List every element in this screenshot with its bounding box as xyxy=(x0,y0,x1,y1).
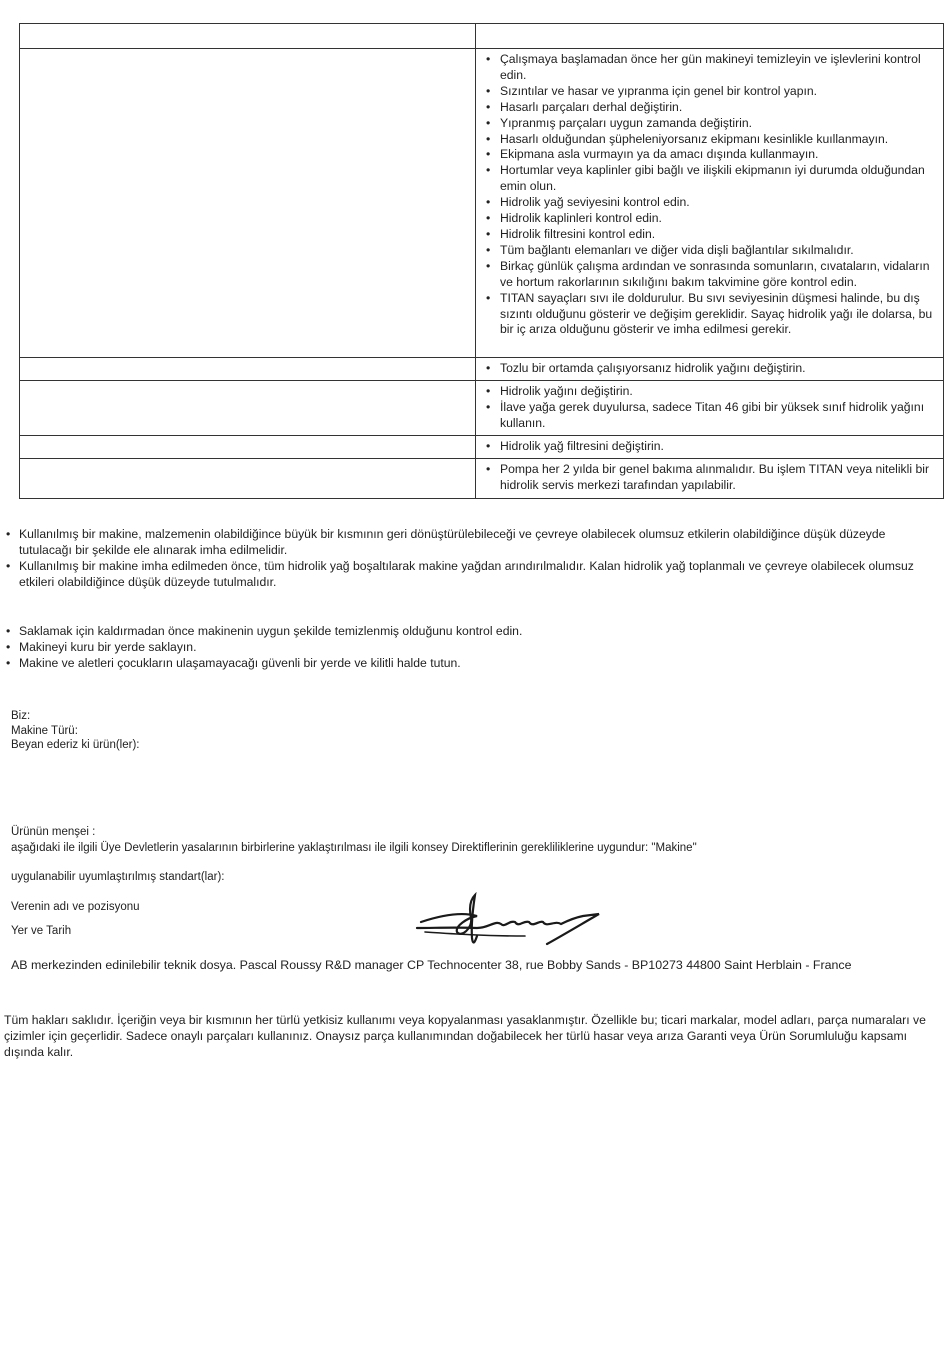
maintenance-task-item: • Tozlu bir ortamda çalışıyorsanız hidrolik yağını değiştirin. xyxy=(484,361,939,377)
storage-item: • Saklamak için kaldırmadan önce makinenin uygun şekilde temizlenmiş olduğunu kontrol edin. xyxy=(6,624,941,640)
technical-file-text: AB merkezinden edinilebilir teknik dosya. Pascal Roussy R&D manager CP Technocenter 38, rue Bobby Sands - BP10273 44800 Saint Herblain - France xyxy=(11,958,852,972)
maintenance-row xyxy=(20,459,944,499)
maintenance-task-item: • Yıpranmış parçaları uygun zamanda değiştirin. xyxy=(484,116,939,132)
maintenance-task-item: • Tüm bağlantı elemanları ve diğer vida dişli bağlantılar sıkılmalıdır. xyxy=(484,243,939,259)
maintenance-interval-cell xyxy=(20,381,476,436)
declaration-standards-label: uygulanabilir uyumlaştırılmış standart(lar): xyxy=(11,871,225,883)
maintenance-task-item: • TITAN sayaçları sıvı ile doldurulur. Bu sıvı seviyesinin düşmesi halinde, bu dış sızıntı olduğunu gösterir ve değişim gereklidir. Sayaç hidrolik yağı ile dolarsa, bu bir iç arıza olduğunu gösterir ve imha edilmesi gerekir. xyxy=(484,291,939,339)
maintenance-task-list xyxy=(484,462,939,494)
copyright-footer: Tüm hakları saklıdır. İçeriğin veya bir kısmının her türlü yetkisiz kullanımı veya kopyalanması yasaklanmıştır. Özellikle bu; ticari markalar, model adları, parça numaraları ve çizimler için geçerlidir. Sadece onaylı parçaları kullanınız. Onaysız parça kullanımından doğabilecek her türlü hasar veya arıza Garanti veya Ürün Sorumluluğu kapsamı dışında kalır. xyxy=(4,1013,926,1059)
declaration-machine-type-label: Makine Türü: xyxy=(11,725,78,737)
maintenance-task-item: • Hasarlı parçaları derhal değiştirin. xyxy=(484,100,939,116)
maintenance-task-item: • Hidrolik yağ seviyesini kontrol edin. xyxy=(484,195,939,211)
maintenance-task-item: • Birkaç günlük çalışma ardından ve sonrasında somunların, cıvataların, vidaların ve hortum rakorlarının sıkılığını bakım takvimine göre kontrol edin. xyxy=(484,259,939,291)
declaration-we-label: Biz: xyxy=(11,710,31,722)
disposal-list xyxy=(6,527,941,591)
maintenance-task-item: • Hasarlı olduğundan şüpheleniyorsanız ekipmanı kesinlikle kuıllanmayın. xyxy=(484,132,939,148)
maintenance-table xyxy=(19,23,944,499)
declaration-declare-label: Beyan ederiz ki ürün(ler): xyxy=(11,739,140,751)
maintenance-interval-cell xyxy=(20,459,476,499)
declaration-origin-label: Ürünün menşei : xyxy=(11,826,96,838)
maintenance-task-item: • Hidrolik filtresini kontrol edin. xyxy=(484,227,939,243)
maintenance-task-item: • Pompa her 2 yılda bir genel bakıma alınmalıdır. Bu işlem TITAN veya nitelikli bir hidrolik servis merkezi tarafından yapılabilir. xyxy=(484,462,939,494)
maintenance-task-item: • Çalışmaya başlamadan önce her gün makineyi temizleyin ve işlevlerini kontrol edin. xyxy=(484,52,939,84)
disposal-section xyxy=(6,527,941,591)
declaration-place-date-label: Yer ve Tarih xyxy=(11,925,72,937)
maintenance-row xyxy=(20,436,944,459)
maintenance-interval-cell xyxy=(20,49,476,358)
disposal-item: • Kullanılmış bir makine, malzemenin olabildiğince büyük bir kısmının geri dönüştürülebileceği ve çevreye olabilecek olumsuz etkilerin olabildiğince düşük düzeyde tutulacağı bir şekilde ele alınarak imha edilmelidir. xyxy=(6,527,941,559)
maintenance-tasks-cell xyxy=(476,381,944,436)
maintenance-interval-cell xyxy=(20,24,476,49)
maintenance-task-list xyxy=(484,384,939,432)
maintenance-task-list xyxy=(484,361,939,377)
maintenance-task-item: • Hidrolik yağ filtresini değiştirin. xyxy=(484,439,939,455)
maintenance-tasks-cell xyxy=(476,436,944,459)
maintenance-task-list xyxy=(484,439,939,455)
maintenance-tasks-cell xyxy=(476,24,944,49)
maintenance-task-item: • Hidrolik yağını değiştirin. xyxy=(484,384,939,400)
maintenance-task-item: • Sızıntılar ve hasar ve yıpranma için genel bir kontrol yapın. xyxy=(484,84,939,100)
maintenance-row xyxy=(20,49,944,358)
maintenance-task-list xyxy=(484,52,939,338)
handwritten-signature xyxy=(415,892,605,952)
maintenance-interval-cell xyxy=(20,436,476,459)
maintenance-tasks-cell xyxy=(476,459,944,499)
declaration-directive-text: aşağıdaki ile ilgili Üye Devletlerin yasalarının birbirlerine yaklaştırılması ile ilgili konsey Direktiflerinin gerekliliklerine uygundur: "Makine" xyxy=(11,842,697,854)
maintenance-task-item: • Ekipmana asla vurmayın ya da amacı dışında kullanmayın. xyxy=(484,147,939,163)
storage-item: • Makineyi kuru bir yerde saklayın. xyxy=(6,640,941,656)
storage-list xyxy=(6,624,941,672)
maintenance-task-item: • İlave yağa gerek duyulursa, sadece Titan 46 gibi bir yüksek sınıf hidrolik yağını kullanın. xyxy=(484,400,939,432)
maintenance-row xyxy=(20,24,944,49)
maintenance-tasks-cell xyxy=(476,49,944,358)
storage-section xyxy=(6,624,941,672)
storage-item: • Makine ve aletleri çocukların ulaşamayacağı güvenli bir yerde ve kilitli halde tutun. xyxy=(6,656,941,672)
maintenance-interval-cell xyxy=(20,358,476,381)
maintenance-task-item: • Hidrolik kaplinleri kontrol edin. xyxy=(484,211,939,227)
disposal-item: • Kullanılmış bir makine imha edilmeden önce, tüm hidrolik yağ boşaltılarak makine yağdan arındırılmalıdır. Kalan hidrolik yağ toplanmalı ve çevreye olabilecek olumsuz etkileri olabildiğince düşük düzeyde tutulmalıdır. xyxy=(6,559,941,591)
maintenance-tasks-cell xyxy=(476,358,944,381)
declaration-issuer-label: Verenin adı ve pozisyonu xyxy=(11,901,140,913)
maintenance-row xyxy=(20,358,944,381)
maintenance-row xyxy=(20,381,944,436)
maintenance-task-item: • Hortumlar veya kaplinler gibi bağlı ve ilişkili ekipmanın iyi durumda olduğundan emin olun. xyxy=(484,163,939,195)
